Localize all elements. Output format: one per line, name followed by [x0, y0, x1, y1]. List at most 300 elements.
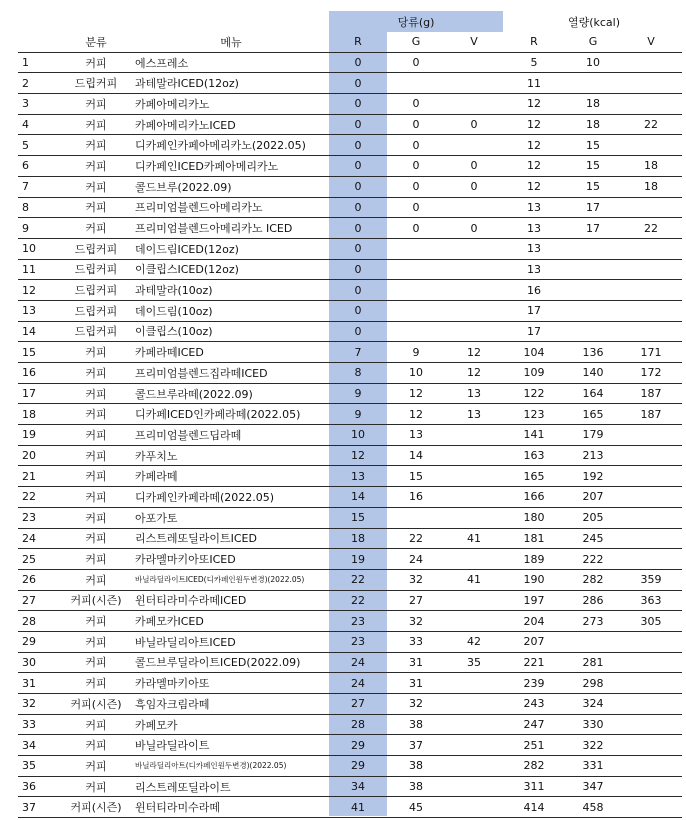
kcal-v-cell: 305	[640, 614, 662, 628]
sugar-r-cell: 0	[354, 56, 362, 70]
row-number-cell: 8	[22, 200, 29, 214]
sugar-r-cell: 23	[351, 614, 365, 628]
kcal-r-cell: 12	[527, 118, 541, 132]
sugar-r-cell: 0	[354, 97, 362, 111]
menu-name-cell: 카페라떼	[135, 470, 178, 484]
table-row	[18, 570, 682, 591]
kcal-g-cell	[563, 322, 623, 342]
kcal-v-cell	[623, 53, 679, 73]
table-row	[18, 549, 682, 570]
kcal-g-cell: 17	[586, 200, 600, 214]
kcal-r-cell: 13	[527, 221, 541, 235]
sugar-r-cell: 13	[351, 469, 365, 483]
sugar-v-cell	[445, 777, 503, 797]
sugar-v-cell: 12	[467, 366, 481, 380]
kcal-r-cell: 221	[523, 655, 545, 669]
kcal-r-cell: 311	[523, 780, 545, 794]
kcal-g-cell	[563, 239, 623, 259]
kcal-v-cell	[623, 260, 679, 280]
category-cell: 드립커피	[74, 304, 118, 318]
sugar-r-cell: 9	[354, 407, 362, 421]
kcal-g-cell: 18	[586, 118, 600, 132]
kcal-v-cell: 187	[640, 407, 662, 421]
sugar-v-cell	[445, 466, 503, 486]
category-cell: 커피	[85, 408, 107, 422]
row-number-cell: 10	[22, 242, 36, 256]
sugar-g-cell: 24	[409, 552, 423, 566]
kcal-g-cell: 282	[582, 573, 604, 587]
kcal-g-cell: 136	[582, 345, 604, 359]
category-cell: 커피(시즌)	[70, 697, 122, 711]
sugar-r-cell: 0	[354, 262, 362, 276]
sugar-g-cell: 31	[409, 676, 423, 690]
kcal-v-cell	[623, 487, 679, 507]
menu-name-cell: 카푸치노	[135, 449, 178, 463]
sugar-r-cell: 24	[351, 676, 365, 690]
kcal-r-cell: 12	[527, 159, 541, 173]
sugar-v-cell: 0	[470, 159, 478, 173]
kcal-g-cell: 10	[586, 56, 600, 70]
menu-name-cell: 카페라떼ICED	[135, 346, 204, 360]
row-number-cell: 25	[22, 552, 36, 566]
category-cell: 커피	[85, 428, 107, 442]
kcal-g-cell: 207	[582, 490, 604, 504]
table-row	[18, 53, 682, 74]
menu-name-cell: 프리미엄블렌드딥라떼	[135, 428, 242, 442]
kcal-r-cell: 12	[527, 180, 541, 194]
row-number-cell: 29	[22, 635, 36, 649]
kcal-v-cell	[623, 756, 679, 776]
sugar-r-cell: 15	[351, 511, 365, 525]
header-kcal-g: G	[588, 35, 598, 49]
kcal-g-cell: 205	[582, 511, 604, 525]
kcal-g-cell: 213	[582, 449, 604, 463]
kcal-g-cell: 140	[582, 366, 604, 380]
menu-name-cell: 디카페인ICED카페아메리카노	[135, 159, 279, 173]
sugar-g-cell: 9	[412, 345, 420, 359]
header-kcal-v: V	[647, 35, 655, 49]
sugar-r-cell: 10	[351, 428, 365, 442]
category-cell: 커피	[85, 346, 107, 360]
category-cell: 드립커피	[74, 77, 118, 91]
table-row	[18, 156, 682, 177]
category-cell: 커피	[85, 97, 107, 111]
sugar-g-cell: 32	[409, 573, 423, 587]
kcal-g-cell: 245	[582, 531, 604, 545]
row-number-cell: 15	[22, 345, 36, 359]
category-cell: 커피	[85, 511, 107, 525]
table-row	[18, 135, 682, 156]
category-cell: 커피	[85, 470, 107, 484]
table-row	[18, 673, 682, 694]
sugar-v-cell	[445, 280, 503, 300]
kcal-v-cell	[623, 280, 679, 300]
menu-name-cell: 바닐라딜리아트ICED	[135, 635, 236, 649]
menu-name-cell: 콜드브루(2022.09)	[135, 180, 232, 194]
kcal-r-cell: 123	[523, 407, 545, 421]
kcal-r-cell: 204	[523, 614, 545, 628]
menu-name-cell: 카라멜마키아또	[135, 677, 210, 691]
sugar-g-cell: 32	[409, 697, 423, 711]
kcal-v-cell: 22	[644, 221, 658, 235]
row-number-cell: 16	[22, 366, 36, 380]
category-cell: 커피	[85, 139, 107, 153]
kcal-v-cell	[623, 735, 679, 755]
sugar-g-cell: 45	[409, 800, 423, 814]
kcal-r-cell: 180	[523, 511, 545, 525]
kcal-r-cell: 207	[523, 635, 545, 649]
table-row	[18, 487, 682, 508]
kcal-g-cell: 15	[586, 159, 600, 173]
sugar-g-cell: 31	[409, 655, 423, 669]
menu-name-cell: 프리미엄블렌드아메리카노 ICED	[135, 222, 293, 236]
table-row	[18, 694, 682, 715]
row-number-cell: 12	[22, 283, 36, 297]
menu-name-cell: 디카페ICED인카페라떼(2022.05)	[135, 408, 301, 422]
sugar-v-cell	[445, 135, 503, 155]
menu-name-cell: 바닐라딜라이트	[135, 739, 210, 753]
sugar-r-cell: 12	[351, 449, 365, 463]
category-cell: 커피	[85, 449, 107, 463]
kcal-g-cell: 179	[582, 428, 604, 442]
kcal-g-cell: 15	[586, 138, 600, 152]
sugar-r-cell: 0	[354, 242, 362, 256]
row-number-cell: 37	[22, 800, 36, 814]
sugar-r-cell: 9	[354, 387, 362, 401]
sugar-g-cell: 0	[412, 180, 420, 194]
sugar-v-cell	[445, 591, 503, 611]
table-row	[18, 301, 682, 322]
header-sugar-r: R	[354, 35, 362, 49]
sugar-group-header: 당류(g)	[329, 11, 503, 32]
table-row	[18, 218, 682, 239]
kcal-v-cell	[623, 94, 679, 114]
sugar-v-cell	[445, 73, 503, 93]
menu-name-cell: 에스프레소	[135, 56, 189, 70]
kcal-v-cell	[623, 653, 679, 673]
sugar-r-cell: 34	[351, 780, 365, 794]
category-cell: 커피	[85, 677, 107, 691]
category-cell: 커피	[85, 759, 107, 773]
category-cell: 드립커피	[74, 325, 118, 339]
table-row	[18, 342, 682, 363]
kcal-v-cell: 359	[640, 573, 662, 587]
table-row	[18, 508, 682, 529]
row-number-cell: 3	[22, 97, 29, 111]
sugar-v-cell	[445, 446, 503, 466]
sugar-r-cell: 0	[354, 324, 362, 338]
menu-name-cell: 과테말라(10oz)	[135, 284, 213, 298]
kcal-g-cell: 458	[582, 800, 604, 814]
category-cell: 커피	[85, 180, 107, 194]
kcal-r-cell: 109	[523, 366, 545, 380]
category-cell: 커피	[85, 615, 107, 629]
kcal-g-cell: 15	[586, 180, 600, 194]
table-row	[18, 735, 682, 756]
menu-name-cell: 흑임자크림라떼	[135, 697, 210, 711]
table-row	[18, 425, 682, 446]
sugar-v-cell	[445, 53, 503, 73]
sugar-r-cell: 8	[354, 366, 362, 380]
sugar-r-cell: 0	[354, 180, 362, 194]
sugar-r-cell: 14	[351, 490, 365, 504]
sugar-g-cell: 15	[409, 469, 423, 483]
kcal-r-cell: 163	[523, 449, 545, 463]
table-row	[18, 73, 682, 94]
kcal-r-cell: 104	[523, 345, 545, 359]
row-number-cell: 14	[22, 324, 36, 338]
sugar-r-cell: 0	[354, 221, 362, 235]
menu-name-cell: 프리미엄블렌드집라떼ICED	[135, 366, 268, 380]
row-number-cell: 17	[22, 387, 36, 401]
sugar-v-cell	[445, 715, 503, 735]
row-number-cell: 27	[22, 593, 36, 607]
sugar-v-cell	[445, 508, 503, 528]
sugar-r-cell: 0	[354, 159, 362, 173]
kcal-r-cell: 243	[523, 697, 545, 711]
kcal-r-cell: 251	[523, 738, 545, 752]
kcal-v-cell: 22	[644, 118, 658, 132]
kcal-g-cell: 164	[582, 387, 604, 401]
kcal-group-header: 열량(kcal)	[567, 15, 621, 29]
kcal-g-cell: 222	[582, 552, 604, 566]
row-number-cell: 19	[22, 428, 36, 442]
sugar-v-cell: 0	[470, 118, 478, 132]
kcal-g-cell: 17	[586, 221, 600, 235]
kcal-v-cell: 172	[640, 366, 662, 380]
sugar-r-cell: 22	[351, 573, 365, 587]
kcal-r-cell: 13	[527, 242, 541, 256]
category-cell: 커피	[85, 553, 107, 567]
sugar-r-cell: 22	[351, 593, 365, 607]
row-number-cell: 31	[22, 676, 36, 690]
kcal-v-cell	[623, 466, 679, 486]
sugar-v-cell	[445, 94, 503, 114]
category-cell: 커피	[85, 739, 107, 753]
kcal-g-cell: 324	[582, 697, 604, 711]
sugar-r-cell: 0	[354, 283, 362, 297]
table-row	[18, 632, 682, 653]
sugar-r-cell: 18	[351, 531, 365, 545]
kcal-v-cell	[623, 694, 679, 714]
category-cell: 커피	[85, 201, 107, 215]
kcal-r-cell: 12	[527, 97, 541, 111]
sugar-g-cell: 12	[409, 407, 423, 421]
row-number-cell: 32	[22, 697, 36, 711]
row-number-cell: 4	[22, 118, 29, 132]
sugar-g-cell: 0	[412, 118, 420, 132]
sugar-v-cell	[445, 322, 503, 342]
table-row	[18, 94, 682, 115]
sugar-v-cell: 41	[467, 573, 481, 587]
kcal-r-cell: 5	[530, 56, 538, 70]
table-row	[18, 198, 682, 219]
kcal-g-cell: 286	[582, 593, 604, 607]
menu-name-cell: 카페모카	[135, 718, 178, 732]
kcal-g-cell: 330	[582, 718, 604, 732]
kcal-g-cell: 273	[582, 614, 604, 628]
kcal-g-cell: 298	[582, 676, 604, 690]
row-number-cell: 7	[22, 180, 29, 194]
sugar-v-cell	[445, 260, 503, 280]
table-body	[18, 53, 682, 818]
table-row	[18, 591, 682, 612]
sugar-g-cell: 14	[409, 449, 423, 463]
kcal-g-cell: 18	[586, 97, 600, 111]
menu-name-cell: 카페아메리카노	[135, 97, 210, 111]
kcal-r-cell: 414	[523, 800, 545, 814]
header-category: 분류	[85, 35, 107, 49]
category-cell: 커피(시즌)	[70, 801, 122, 815]
sugar-r-cell: 7	[354, 345, 362, 359]
row-number-cell: 13	[22, 304, 36, 318]
table-row	[18, 115, 682, 136]
kcal-v-cell	[623, 777, 679, 797]
menu-name-cell: 카페아메리카노ICED	[135, 118, 236, 132]
sugar-g-cell: 0	[412, 159, 420, 173]
nutrition-table	[18, 6, 682, 818]
kcal-r-cell: 17	[527, 324, 541, 338]
row-number-cell: 20	[22, 449, 36, 463]
sugar-v-cell	[445, 198, 503, 218]
row-number-cell: 6	[22, 159, 29, 173]
kcal-v-cell	[623, 135, 679, 155]
sugar-r-cell: 0	[354, 138, 362, 152]
category-cell: 커피	[85, 635, 107, 649]
sugar-g-cell	[387, 280, 445, 300]
kcal-v-cell	[623, 529, 679, 549]
kcal-r-cell: 17	[527, 304, 541, 318]
menu-name-cell: 윈터티라미수라떼ICED	[135, 594, 247, 608]
category-cell: 커피	[85, 718, 107, 732]
menu-name-cell: 이클립스ICED(12oz)	[135, 263, 239, 277]
sugar-g-cell: 38	[409, 718, 423, 732]
sugar-g-cell	[387, 260, 445, 280]
header-sugar-g: G	[411, 35, 421, 49]
category-cell: 커피	[85, 656, 107, 670]
category-cell: 커피	[85, 222, 107, 236]
category-cell: 커피	[85, 366, 107, 380]
menu-name-cell: 디카페인카페라떼(2022.05)	[135, 490, 275, 504]
sugar-g-cell: 10	[409, 366, 423, 380]
menu-name-cell: 바닐라딜리아트(디카페인원두변경)(2022.05)	[135, 761, 287, 771]
menu-name-cell: 데이드림(10oz)	[135, 304, 213, 318]
row-number-cell: 26	[22, 573, 36, 587]
kcal-r-cell: 282	[523, 759, 545, 773]
kcal-g-cell: 281	[582, 655, 604, 669]
kcal-r-cell: 11	[527, 76, 541, 90]
kcal-g-cell: 347	[582, 780, 604, 794]
header-sugar-v: V	[470, 35, 478, 49]
sugar-g-cell	[387, 239, 445, 259]
kcal-r-cell: 165	[523, 469, 545, 483]
kcal-v-cell	[623, 198, 679, 218]
menu-name-cell: 과테말라ICED(12oz)	[135, 77, 239, 91]
row-number-cell: 24	[22, 531, 36, 545]
row-number-cell: 18	[22, 407, 36, 421]
kcal-v-cell: 18	[644, 180, 658, 194]
kcal-r-cell: 122	[523, 387, 545, 401]
header-no	[18, 32, 58, 52]
kcal-r-cell: 12	[527, 138, 541, 152]
menu-name-cell: 아포가토	[135, 511, 178, 525]
category-cell: 커피	[85, 532, 107, 546]
sugar-g-cell: 12	[409, 387, 423, 401]
row-number-cell: 33	[22, 718, 36, 732]
kcal-g-cell	[563, 260, 623, 280]
kcal-v-cell	[623, 797, 679, 817]
table-row	[18, 404, 682, 425]
category-cell: 커피(시즌)	[70, 594, 122, 608]
menu-name-cell: 콜드브루라떼(2022.09)	[135, 387, 253, 401]
table-row	[18, 756, 682, 777]
kcal-g-cell: 331	[582, 759, 604, 773]
kcal-g-cell	[563, 73, 623, 93]
sugar-g-cell: 0	[412, 200, 420, 214]
sugar-g-cell	[387, 301, 445, 321]
sugar-v-cell: 13	[467, 407, 481, 421]
sugar-g-cell: 33	[409, 635, 423, 649]
table-row	[18, 177, 682, 198]
table-row	[18, 529, 682, 550]
sugar-r-cell: 27	[351, 697, 365, 711]
row-number-cell: 34	[22, 738, 36, 752]
sugar-v-cell: 12	[467, 345, 481, 359]
sugar-v-cell	[445, 239, 503, 259]
sugar-r-cell: 24	[351, 655, 365, 669]
row-number-cell: 2	[22, 76, 29, 90]
menu-name-cell: 리스트레또딜라이트ICED	[135, 532, 257, 546]
sugar-v-cell: 35	[467, 655, 481, 669]
sugar-g-cell: 27	[409, 593, 423, 607]
sugar-g-cell: 13	[409, 428, 423, 442]
sugar-r-cell: 28	[351, 718, 365, 732]
row-number-cell: 9	[22, 221, 29, 235]
sugar-r-cell: 29	[351, 759, 365, 773]
kcal-r-cell: 13	[527, 262, 541, 276]
menu-name-cell: 바닐라딜라이트ICED(디카페인원두변경)(2022.05)	[135, 575, 305, 585]
row-number-cell: 22	[22, 490, 36, 504]
kcal-r-cell: 190	[523, 573, 545, 587]
kcal-v-cell: 171	[640, 345, 662, 359]
category-cell: 커피	[85, 387, 107, 401]
kcal-v-cell	[623, 549, 679, 569]
kcal-r-cell: 141	[523, 428, 545, 442]
sugar-g-cell	[387, 508, 445, 528]
menu-name-cell: 이클립스(10oz)	[135, 325, 213, 339]
menu-name-cell: 디카페인카페아메리카노(2022.05)	[135, 139, 306, 153]
sugar-r-cell: 23	[351, 635, 365, 649]
table-row	[18, 260, 682, 281]
header-kcal-r: R	[530, 35, 538, 49]
sugar-v-cell: 13	[467, 387, 481, 401]
category-cell: 커피	[85, 573, 107, 587]
table-row	[18, 466, 682, 487]
menu-name-cell: 데이드림ICED(12oz)	[135, 242, 239, 256]
sugar-v-cell	[445, 756, 503, 776]
menu-name-cell: 카페모카ICED	[135, 615, 204, 629]
kcal-g-cell: 322	[582, 738, 604, 752]
kcal-g-cell	[563, 301, 623, 321]
kcal-v-cell	[623, 425, 679, 445]
kcal-g-cell: 165	[582, 407, 604, 421]
kcal-g-cell: 192	[582, 469, 604, 483]
table-row	[18, 384, 682, 405]
sugar-v-cell: 42	[467, 635, 481, 649]
kcal-v-cell	[623, 239, 679, 259]
sugar-g-cell	[387, 73, 445, 93]
sugar-v-cell: 41	[467, 531, 481, 545]
